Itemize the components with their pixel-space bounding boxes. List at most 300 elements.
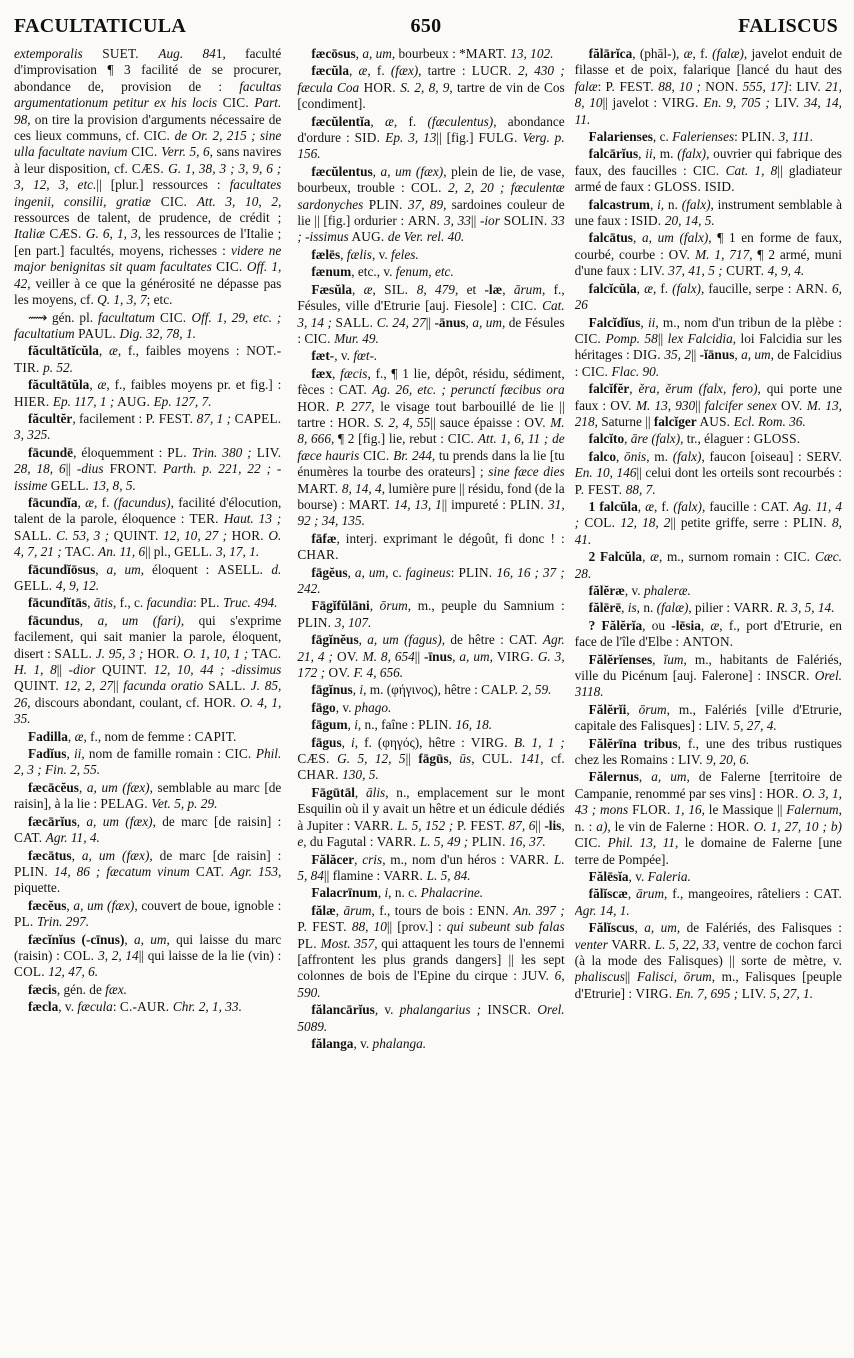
source-abbrev: OV.: [332, 648, 363, 664]
italic-text: phago.: [354, 699, 392, 715]
headword: fācundus: [28, 612, 80, 628]
italic-text: a, um (fæx): [380, 163, 444, 179]
headword: fācundĭa: [28, 494, 78, 510]
dictionary-entry: [575, 197, 842, 230]
italic-text: æ: [710, 617, 720, 633]
italic-text: fæcis: [340, 365, 368, 381]
entry-text: , ressources de talent, de prudence, de crédit ;: [14, 193, 282, 226]
headword: fălancārĭus: [311, 1002, 375, 1018]
italic-text: M. 8, 654: [362, 648, 415, 664]
headword: ? Fălĕrĭa: [588, 617, 643, 633]
entry-text: ,: [340, 246, 347, 262]
headword: fæcis: [28, 981, 57, 997]
source-abbrev: P. FEST.: [605, 78, 659, 94]
entry-text: , abondance d'ordure :: [297, 113, 565, 146]
source-abbrev: LIV.: [705, 718, 734, 734]
italic-text: fælis: [346, 246, 372, 262]
italic-text: G. 6, 1, 3: [85, 226, 138, 242]
source-abbrev: VARR.: [607, 936, 655, 952]
source-abbrev: FRONT.: [103, 461, 163, 477]
italic-text: a, um (fæx): [73, 897, 135, 913]
headword: fălārĭca: [588, 46, 633, 61]
entry-text: , et: [454, 281, 485, 297]
italic-text: Vet. 5, p. 29.: [151, 796, 218, 812]
italic-text: a, um: [644, 920, 677, 936]
dictionary-entry: [575, 886, 842, 919]
entry-text: , facilement :: [72, 410, 146, 426]
italic-text: 12, 18, 2: [620, 515, 671, 531]
source-abbrev: AUG.: [348, 229, 388, 245]
italic-text: 8, 41.: [574, 515, 842, 547]
entry-text: , facilité d'élocution, talent de la parole, éloquence :: [14, 494, 282, 527]
italic-text: 20, 14, 5.: [664, 213, 715, 229]
italic-text: An. 11, 6: [98, 544, 146, 560]
entry-text: , (phāl-),: [632, 46, 684, 61]
italic-text: Att. 1, 6, 11 ; de fæce hauris: [297, 431, 565, 463]
italic-text: 5, 27, 4.: [733, 718, 777, 734]
italic-text: p. 52.: [43, 359, 73, 375]
italic-text: Off. 1, 42: [14, 259, 282, 291]
source-abbrev: HOR.: [359, 79, 401, 95]
italic-text: Ag. 26, etc. ; perunctí fæcibus ora: [372, 382, 565, 398]
source-abbrev: CÆS.: [45, 226, 86, 242]
italic-text: facultatum: [98, 309, 155, 325]
source-abbrev: P. FEST.: [145, 410, 197, 426]
entry-text: , f.: [692, 46, 713, 61]
dictionary-entry: [14, 746, 281, 779]
italic-text: Verg. p. 156.: [297, 130, 565, 162]
dictionary-entry: [297, 531, 564, 564]
headword: fāgĭnus: [311, 682, 353, 698]
source-abbrev: TAC.: [248, 645, 282, 661]
entry-text: , qui laisse du marc (raisin) :: [14, 931, 282, 963]
italic-text: Haut. 13 ;: [223, 511, 282, 527]
entry-text: ||: [470, 213, 480, 229]
source-abbrev: LIV.: [769, 95, 805, 111]
italic-text: 31, 92 ; 34, 135.: [297, 496, 565, 529]
source-abbrev: PL.: [297, 935, 321, 951]
italic-text: Part. 98: [14, 95, 282, 127]
source-abbrev: CAPEL.: [231, 410, 282, 426]
italic-text: L. 5, 84: [297, 851, 565, 883]
entry-text: ,: [370, 113, 386, 129]
italic-text: Falerienses: [672, 129, 735, 145]
entry-text: ,: [372, 281, 385, 297]
entry-text: , m., Falisques [peuple d'Etrurie] :: [574, 969, 842, 1001]
dictionary-entry: [297, 46, 564, 62]
entry-text: , interj. exprimant le dégoût, fi donc ! :: [336, 530, 565, 546]
entry-text: , v.: [353, 1035, 373, 1051]
dictionary-entry: [14, 377, 281, 410]
entry-text: , qui s'exprime facilement, qui sait manier la parole, éloquent, disert :: [14, 612, 282, 661]
source-abbrev: CIC.: [154, 309, 192, 325]
entry-text: ,: [629, 381, 639, 397]
italic-text: 28, 18, 6: [14, 461, 66, 477]
headword: Fāgūtāl: [311, 784, 355, 800]
headword: fāgus: [311, 734, 342, 750]
entry-text: ,: [67, 728, 75, 744]
italic-text: R. 3, 5, 14.: [776, 600, 835, 616]
entry-text: , le domaine de Falerne [une terre de Pompée].: [574, 835, 842, 867]
entry-text: , v.: [371, 246, 392, 262]
entry-text: ,: [89, 377, 98, 393]
entry-text: :: [112, 999, 120, 1015]
italic-text: 21, 8, 10: [574, 78, 842, 111]
entry-text: , piquette.: [14, 863, 282, 896]
entry-text: ,: [335, 902, 344, 918]
headword: făcultātŭla: [28, 377, 90, 393]
source-abbrev: VARR.: [733, 600, 777, 616]
italic-text: facultas argumentationum petitur ex his locis: [14, 78, 282, 111]
source-abbrev: CIC.: [217, 95, 255, 111]
dictionary-entry: [575, 146, 842, 195]
italic-text: d.: [271, 561, 282, 577]
entry-text: , v.: [58, 999, 78, 1015]
italic-text: Off. 1, 29, etc. ; facultatium: [14, 309, 282, 341]
source-abbrev: CAT.: [761, 498, 794, 514]
entry-text: , de Falériés, des Falisques :: [676, 920, 842, 936]
source-abbrev: OV.: [668, 246, 696, 262]
entry-text: ,: [502, 281, 514, 297]
source-abbrev: PLIN.: [792, 515, 832, 531]
italic-text: Faleria.: [647, 868, 691, 884]
entry-text: , pilier :: [688, 600, 734, 616]
source-abbrev: QUINT.: [109, 527, 164, 543]
entry-text: , ¶ 2 [fig.] lie, rebut :: [330, 431, 448, 447]
source-abbrev: CUL.: [481, 751, 521, 767]
entry-text: || gladiateur armé de faux :: [574, 162, 842, 195]
dictionary-entry: [14, 729, 281, 745]
italic-text: 141: [520, 751, 541, 767]
italic-text: a, um: [459, 648, 490, 664]
entry-text: , v.: [628, 868, 648, 884]
source-abbrev: CHAR.: [297, 767, 343, 783]
entry-text: ,: [638, 146, 646, 162]
italic-text: 8, 14, 4: [341, 480, 382, 496]
entry-text: , éloquemment :: [73, 444, 168, 460]
italic-text: (falæ): [656, 600, 689, 616]
dictionary-entry: [297, 735, 564, 784]
entry-text: ||: [414, 648, 425, 664]
italic-text: L. 5, 22, 33: [654, 936, 716, 952]
italic-text: J. 95, 3 ;: [95, 645, 144, 661]
dictionary-entry: [575, 431, 842, 447]
italic-text: 9, 20, 6.: [706, 752, 750, 768]
italic-text: (falx): [672, 448, 702, 464]
entry-text: , tr., élaguer :: [680, 431, 754, 447]
source-abbrev: VIRG.: [661, 95, 704, 111]
italic-text: Truc. 494.: [223, 595, 278, 611]
italic-text: 88, 10: [351, 919, 387, 935]
entry-text: ,: [87, 595, 94, 611]
entry-text: ,: [638, 769, 652, 785]
dictionary-entry: [297, 63, 564, 112]
entry-text: , faucon [oiseau] :: [701, 448, 807, 464]
headword: -lēsia: [671, 617, 701, 633]
entry-text: , m., Falériés [ville d'Etrurie, capitale des Falisques] :: [574, 701, 842, 734]
italic-text: O. 4, 1, 35.: [14, 694, 282, 727]
entry-text: , n.: [636, 600, 657, 616]
dictionary-entry: [14, 562, 281, 595]
italic-text: O. 3, 1, 43 ; mons: [574, 785, 842, 818]
dictionary-entry: [575, 549, 842, 582]
entry-text: , bourbeux : *: [391, 46, 466, 61]
italic-text: i: [359, 682, 364, 698]
source-abbrev: PLIN.: [468, 834, 510, 850]
italic-text: Orel. 3118.: [574, 668, 842, 700]
italic-text: 14, 86 ; fæcatum vinum: [54, 863, 190, 879]
dictionary-entry: [575, 652, 842, 701]
entry-text: , loi Falcidia sur les héritages :: [574, 330, 842, 363]
italic-text: F. 4, 656.: [353, 665, 404, 681]
dictionary-entry: [575, 769, 842, 867]
source-abbrev: HOR.: [143, 645, 184, 661]
entry-text: , f., mangeoires, râteliers :: [664, 886, 814, 902]
entry-text: , f., Fésules, ville d'Etrurie [auj. Fiesole] :: [297, 281, 565, 314]
source-abbrev: CURT.: [722, 263, 768, 279]
entry-text: ,: [79, 612, 98, 628]
entry-text: , m., surnom romain :: [658, 549, 784, 565]
entry-text: || petite griffe, serre :: [670, 515, 793, 531]
dictionary-entry: [575, 129, 842, 145]
italic-text: a, um: [106, 561, 141, 577]
entry-text: ,: [626, 701, 639, 717]
dictionary-entry: [297, 682, 564, 698]
headword: fāgĕus: [311, 564, 348, 580]
italic-text: i: [354, 717, 358, 733]
entry-text: ,: [354, 851, 363, 867]
italic-text: 6, 26: [574, 280, 842, 313]
source-abbrev: HOR.: [717, 818, 754, 834]
source-abbrev: OV.: [325, 665, 354, 681]
italic-text: a, um: [134, 931, 167, 947]
entry-text: , f., port d'Etrurie, en face de l'île d'Elbe :: [574, 617, 842, 650]
source-abbrev: CIC.: [692, 162, 726, 178]
italic-text: Trin. 380 ;: [191, 444, 252, 460]
source-abbrev: JUV.: [522, 968, 555, 984]
source-abbrev: PLIN.: [297, 614, 335, 630]
italic-text: ārum: [635, 886, 665, 902]
italic-text: a, um (fæx): [86, 779, 150, 795]
entry-text: :: [450, 564, 459, 580]
source-abbrev: CIC.: [211, 259, 247, 275]
italic-text: e: [297, 834, 304, 850]
dictionary-entry: [14, 780, 281, 813]
italic-text: Verr. 5, 6: [161, 144, 210, 160]
entry-text: ||: [657, 330, 668, 346]
italic-text: æ: [683, 46, 693, 61]
headword: Fălĕrīna tribus: [588, 735, 678, 751]
headword: făcultĕr: [28, 410, 73, 426]
italic-text: æ: [85, 494, 95, 510]
italic-text: æ: [97, 377, 107, 393]
italic-text: falcifer senex: [704, 397, 777, 413]
entry-text: ,: [369, 598, 380, 614]
headword: fălĕræ: [588, 583, 625, 598]
italic-text: æ: [650, 549, 659, 565]
entry-text: ,: [354, 784, 366, 800]
italic-text: venter: [574, 936, 608, 952]
italic-text: 130, 5.: [342, 767, 379, 783]
entry-text: ,: [377, 885, 385, 901]
italic-text: a, um (fæx): [81, 847, 150, 863]
source-abbrev: FLOR.: [628, 802, 675, 818]
italic-text: Chr. 2, 1, 33.: [172, 999, 242, 1015]
source-abbrev: MART.: [348, 496, 394, 512]
dictionary-entry: [14, 848, 281, 897]
entry-text: ,: [471, 751, 482, 767]
source-abbrev: GELL.: [174, 544, 216, 560]
italic-text: æ: [363, 281, 373, 297]
italic-text: facundia: [146, 595, 194, 611]
italic-text: fenum, etc.: [395, 264, 454, 280]
entry-text: , f.: [652, 280, 673, 296]
source-abbrev: HOR.: [203, 694, 241, 710]
entry-text: , de Falerne [territoire de Campanie, renommé par ses vins] :: [574, 769, 842, 801]
italic-text: æ: [74, 728, 84, 744]
italic-text: āre (falx): [630, 431, 681, 447]
dictionary-entry: [297, 366, 564, 530]
entry-text: ,: [637, 498, 646, 514]
source-abbrev: DIG.: [633, 347, 665, 363]
italic-text: ĭum: [663, 651, 684, 667]
source-abbrev: HIER.: [14, 393, 53, 409]
dictionary-entry: [575, 315, 842, 381]
entry-text: ,: [341, 734, 351, 750]
source-abbrev: GELL.: [47, 477, 93, 493]
headword: fācundĭtās: [28, 595, 88, 611]
headword: falcĭger: [653, 413, 697, 429]
entry-text: , sardoines couleur de lie || [fig.] ordurier :: [297, 196, 565, 229]
italic-text: i: [657, 196, 661, 212]
headword: fæt-: [311, 348, 335, 364]
italic-text: (falx): [677, 146, 707, 162]
source-abbrev: LUCR.: [471, 63, 518, 79]
entry-text: , le vin de Falerne :: [607, 818, 718, 834]
italic-text: fæx.: [105, 981, 127, 997]
entry-text: ,: [332, 365, 341, 381]
italic-text: G. 1, 38, 3 ; 3, 9, 6 ; 3, 12, 3, etc.: [14, 160, 282, 193]
italic-text: ārum: [343, 902, 372, 918]
italic-text: S. 2, 8, 9: [400, 79, 450, 95]
source-abbrev: VIRG.: [496, 648, 538, 664]
italic-text: a, um: [362, 46, 392, 61]
italic-text: ii: [647, 314, 656, 330]
source-abbrev: ISID.: [631, 213, 665, 229]
dictionary-entry: [297, 632, 564, 681]
entry-text: ||: [535, 817, 545, 833]
entry-text: || javelot :: [602, 95, 662, 111]
italic-text: Cæc. 28.: [574, 549, 842, 581]
italic-text: phaleræ.: [643, 583, 691, 598]
source-abbrev: SALL.: [14, 527, 57, 543]
source-abbrev: C.-AUR.: [119, 999, 173, 1015]
source-abbrev: CIC.: [581, 363, 612, 379]
italic-text: 33 ; -issimus: [297, 213, 565, 245]
italic-text: -dius: [76, 461, 104, 477]
entry-text: ,: [448, 751, 460, 767]
entry-text: , f.: [654, 498, 674, 514]
italic-text: fagineus: [405, 564, 451, 580]
source-abbrev: SID.: [354, 130, 386, 146]
italic-text: 87, 6: [508, 817, 536, 833]
entry-text: , de marc [de raisin] :: [149, 847, 282, 863]
italic-text: 14, 13, 1: [393, 496, 442, 512]
headword: fălērē: [588, 600, 622, 616]
entry-text: , ou: [642, 617, 672, 633]
italic-text: a, um: [472, 314, 502, 330]
entry-text: , ouvrier qui fabrique des faux, des faucilles :: [574, 146, 842, 178]
source-abbrev: CAT.: [189, 863, 231, 879]
source-abbrev: VARR.: [376, 834, 420, 850]
source-abbrev: QUINT.: [95, 662, 154, 678]
italic-text: ōrum: [638, 701, 667, 717]
entry-text: ,: [621, 600, 628, 616]
italic-text: fœt-.: [353, 348, 378, 364]
italic-text: Falisci: [636, 969, 674, 985]
entry-text: ,: [66, 746, 74, 762]
entry-text: , semblable au marc [de raisin], à la lie :: [14, 779, 282, 812]
entry-text: || [prov.] :: [386, 919, 447, 935]
entry-text: , ¶ 1 en forme de faux, courbé, courbe :: [574, 230, 842, 262]
italic-text: phaliscus: [574, 969, 625, 985]
italic-text: Falernum: [786, 802, 839, 818]
italic-text: 12, 10, 27 ;: [163, 527, 228, 543]
dictionary-entry: [575, 583, 842, 599]
source-abbrev: TER.: [189, 511, 224, 527]
italic-text: (falx): [673, 498, 702, 514]
running-head-right: FALISCUS: [738, 14, 838, 37]
italic-text: G. 3, 172 ;: [297, 648, 565, 681]
entry-text: ,: [71, 847, 82, 863]
italic-text: 35, 2: [664, 347, 691, 363]
headword: fælēs: [311, 246, 341, 262]
headword: fæcārĭus: [28, 813, 77, 829]
italic-text: is: [627, 600, 637, 616]
headword: Fadĭus: [28, 746, 67, 762]
source-abbrev: VARR.: [383, 867, 427, 883]
source-abbrev: ANTON.: [682, 634, 734, 650]
entry-text: ,: [465, 314, 473, 330]
dictionary-entry: [575, 230, 842, 279]
source-abbrev: AUS.: [696, 413, 734, 429]
source-abbrev: CIC.: [225, 746, 256, 762]
italic-text: 16, 37.: [509, 834, 546, 850]
source-abbrev: ASELL.: [217, 561, 272, 577]
source-abbrev: CIC.: [574, 835, 608, 851]
entry-text: , du Fagutal :: [303, 834, 377, 850]
entry-text: || celui dont les orteils sont recourbés :: [636, 465, 842, 481]
source-abbrev: LIV.: [738, 985, 770, 1001]
entry-text: :: [597, 78, 606, 94]
dictionary-entry: [575, 381, 842, 430]
italic-text: fæcula: [77, 999, 113, 1015]
source-abbrev: AUG.: [114, 393, 154, 409]
source-abbrev: OV.: [524, 414, 551, 430]
italic-text: S. 2, 4, 55: [374, 414, 431, 430]
italic-text: extemporalis: [14, 46, 83, 61]
source-abbrev: CIC.: [574, 330, 606, 346]
italic-text: 16, 16 ; 37 ; 242.: [297, 564, 565, 596]
headword: fălĭscæ: [588, 886, 628, 902]
source-abbrev: SALL.: [331, 314, 377, 330]
italic-text: Aug. 84: [158, 46, 216, 61]
source-abbrev: VIRG.: [470, 734, 514, 750]
italic-text: En. 9, 705 ;: [703, 95, 770, 111]
dictionary-entry: [14, 495, 281, 561]
italic-text: 2, 2, 20 ; fæculentæ sardonyches: [297, 180, 565, 212]
headword: falcastrum: [588, 196, 650, 212]
